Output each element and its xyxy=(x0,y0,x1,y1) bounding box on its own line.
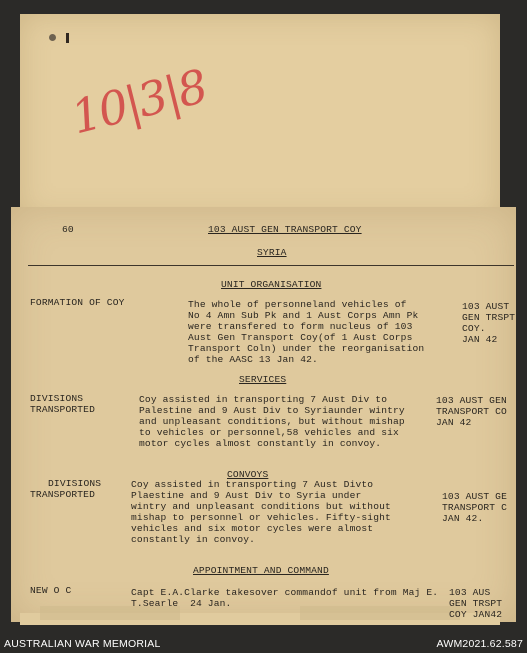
ref-line: JAN 42 xyxy=(462,334,498,345)
tape-strip xyxy=(300,606,460,620)
entry-label: DIVISIONS xyxy=(48,478,102,489)
page-subtitle: SYRIA xyxy=(257,247,287,258)
entry-label: TRANSPORTED xyxy=(30,404,95,415)
ref-line: 103 AUST GEN xyxy=(436,395,507,406)
body-line: No 4 Amn Sub Pk and 1 Aust Corps Amn Pk xyxy=(188,310,419,321)
ref-line: 103 AUST xyxy=(462,301,510,312)
ref-line: 103 AUST GE xyxy=(442,491,507,502)
ref-line: TRANSPORT CO xyxy=(436,406,507,417)
body-line: The whole of personneland vehicles of xyxy=(188,299,407,310)
body-line: to vehicles or personnel,58 vehicles and six xyxy=(139,427,399,438)
body-line: of the AASC 13 Jan 42. xyxy=(188,354,318,365)
body-line: were transfered to form nucleus of 103 xyxy=(188,321,413,332)
body-line: T.Searle 24 Jan. xyxy=(131,598,232,609)
entry-label: TRANSPORTED xyxy=(30,489,95,500)
body-line: vehicles and six motor cycles were almost xyxy=(131,523,374,534)
ref-line: COY JAN42 xyxy=(449,609,503,620)
footer-institution: AUSTRALIAN WAR MEMORIAL xyxy=(4,638,161,650)
ref-line: COY. xyxy=(462,323,486,334)
section-heading-appointment: APPOINTMENT AND COMMAND xyxy=(193,565,329,576)
body-line: Coy assisted in transporting 7 Aust Divto xyxy=(131,479,374,490)
ref-line: GEN TRSPT xyxy=(449,598,503,609)
handwritten-date: 10|3|8 xyxy=(66,59,212,145)
body-line: Palestine and 9 Aust Div to Syriaunder wintry xyxy=(139,405,405,416)
page-number: 60 xyxy=(62,224,74,235)
body-line: and unpleasant conditions, but without mishap xyxy=(139,416,405,427)
ink-mark xyxy=(66,33,69,43)
footer-accession-number: AWM2021.62.587 xyxy=(436,638,523,650)
ref-line: JAN 42. xyxy=(442,513,484,524)
body-line: Aust Gen Transport Coy(of 1 Aust Corps xyxy=(188,332,413,343)
body-line: constantly in convoy. xyxy=(131,534,256,545)
ref-line: 103 AUS xyxy=(449,587,491,598)
body-line: wintry and unpleasant conditions but without xyxy=(131,501,391,512)
punch-hole xyxy=(49,34,56,41)
section-heading-convoys: CONVOYS xyxy=(227,469,269,480)
body-line: Coy assisted in transporting 7 Aust Div to xyxy=(139,394,388,405)
ref-line: GEN TRSPT xyxy=(462,312,516,323)
section-heading-services: SERVICES xyxy=(239,374,287,385)
section-heading-unit-organisation: UNIT ORGANISATION xyxy=(221,279,322,290)
page-title: 103 AUST GEN TRANSPORT COY xyxy=(208,224,362,235)
body-line: Plaestine and 9 Aust Div to Syria under xyxy=(131,490,362,501)
entry-label: DIVISIONS xyxy=(30,393,84,404)
body-line: motor cycles almost constantly in convoy. xyxy=(139,438,382,449)
ref-line: JAN 42 xyxy=(436,417,472,428)
entry-label: FORMATION OF COY xyxy=(30,297,125,308)
body-line: Capt E.A.Clarke takesover commandof unit from Maj E. xyxy=(131,587,439,598)
title-rule xyxy=(28,265,514,266)
body-line: Transport Coln) under the reorganisation xyxy=(188,343,425,354)
entry-label: NEW O C xyxy=(30,585,72,596)
body-line: mishap to personnel or vehicles. Fifty-sight xyxy=(131,512,391,523)
ref-line: TRANSPORT C xyxy=(442,502,507,513)
